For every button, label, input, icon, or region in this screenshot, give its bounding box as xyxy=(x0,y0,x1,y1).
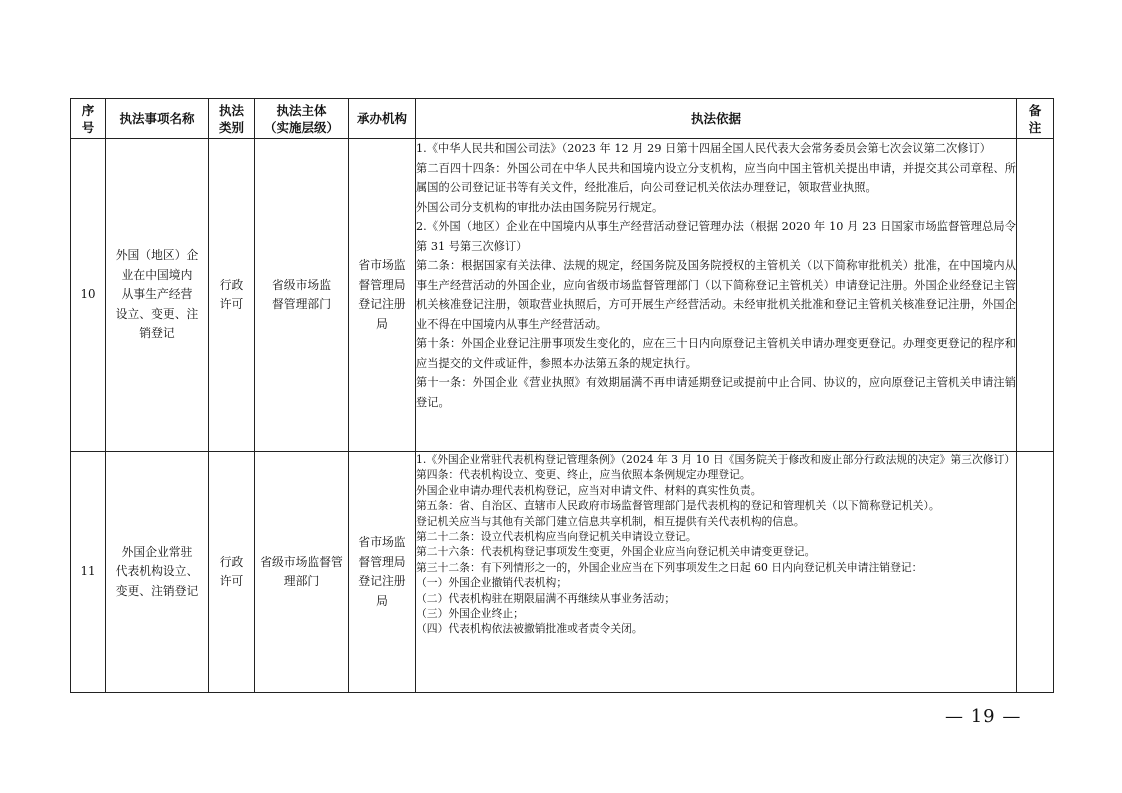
table-row xyxy=(71,139,1054,452)
basis-paragraph: 外国企业申请办理代表机构登记，应当对申请文件、材料的真实性负责。 xyxy=(416,483,762,497)
basis-paragraph: 第五条：省、自治区、直辖市人民政府市场监督管理部门是代表机构的登记和管理机关（以下简称登记机关）。 xyxy=(416,499,940,513)
header-row xyxy=(71,99,1054,139)
basis-paragraph: 第二条：根据国家有关法律、法规的规定，经国务院及国务院授权的主管机关（以下简称审批机关）批准，在中国境内从事生产经营活动的外国企业，应向省级市场监督管理部门（以下简称登记主管机关）申请登记注册。外国企业经登记主管机关核准登记注册，领取营业执照后，方可开展生产经营活动。未经审批机关批准和登记主管机关核准登记注册，外国企业不得在中国境内从事生产经营活动。 xyxy=(416,259,1016,331)
header-agency: 承办机构 xyxy=(349,99,416,139)
basis-paragraph: （三）外国企业终止； xyxy=(416,607,524,621)
row-category: 行政 许可 xyxy=(209,139,255,452)
basis-paragraph: 2.《外国（地区）企业在中国境内从事生产经营活动登记管理办法（根据 2020 年 10 月 23 日国家市场监督管理总局令第 31 号第三次修订） xyxy=(416,220,1016,253)
row-remark xyxy=(1017,452,1054,693)
basis-paragraph: 第二十二条：设立代表机构应当向登记机关申请设立登记。 xyxy=(416,530,697,544)
header-category: 执法 类别 xyxy=(209,99,255,139)
table-row xyxy=(71,452,1054,693)
basis-paragraph: （二）代表机构驻在期限届满不再继续从事业务活动； xyxy=(416,591,676,605)
header-remark: 备 注 xyxy=(1017,99,1054,139)
basis-paragraph: 第十条：外国企业登记注册事项发生变化的，应在三十日内向原登记主管机关申请办理变更登记。办理变更登记的程序和应当提交的文件或证件，参照本办法第五条的规定执行。 xyxy=(416,337,1016,370)
basis-paragraph: 第二十六条：代表机构登记事项发生变更，外国企业应当向登记机关申请变更登记。 xyxy=(416,545,816,559)
row-basis xyxy=(416,452,1017,693)
row-item-name: 外国企业常驻 代表机构设立、 变更、注销登记 xyxy=(106,452,209,693)
basis-paragraph: 第三十二条：有下列情形之一的，外国企业应当在下列事项发生之日起 60 日内向登记机关申请注销登记： xyxy=(416,560,923,574)
basis-paragraph: 第二百四十四条：外国公司在中华人民共和国境内设立分支机构，应当向中国主管机关提出申请，并提交其公司章程、所属国的公司登记证书等有关文件，经批准后，向公司登记机关依法办理登记，领取营业执照。 xyxy=(416,161,1016,194)
row-category: 行政 许可 xyxy=(209,452,255,693)
basis-paragraph: 第四条：代表机构设立、变更、终止，应当依照本条例规定办理登记。 xyxy=(416,468,751,482)
page-number: — 19 — xyxy=(945,706,1022,727)
basis-paragraph: 第十一条：外国企业《营业执照》有效期届满不再申请延期登记或提前中止合同、协议的，应向原登记主管机关申请注销登记。 xyxy=(416,376,1016,409)
basis-paragraph: （一）外国企业撤销代表机构； xyxy=(416,576,568,590)
header-index: 序 号 xyxy=(71,99,106,139)
row-index: 11 xyxy=(71,452,106,693)
basis-paragraph: 外国公司分支机构的审批办法由国务院另行规定。 xyxy=(416,200,664,214)
header-basis: 执法依据 xyxy=(416,99,1017,139)
row-item-name: 外国（地区）企 业在中国境内 从事生产经营 设立、变更、注 销登记 xyxy=(106,139,209,452)
row-index: 10 xyxy=(71,139,106,452)
basis-paragraph: 1.《中华人民共和国公司法》（2023 年 12 月 29 日第十四届全国人民代表大会常务委员会第七次会议第二次修订） xyxy=(416,142,991,155)
row-agency: 省市场监 督管理局 登记注册 局 xyxy=(349,452,416,693)
header-item-name: 执法事项名称 xyxy=(106,99,209,139)
basis-paragraph: 1.《外国企业常驻代表机构登记管理条例》（2024 年 3 月 10 日《国务院关于修改和废止部分行政法规的决定》第三次修订） xyxy=(416,453,1016,466)
row-basis xyxy=(416,139,1017,452)
enforcement-table xyxy=(70,98,1054,693)
basis-paragraph: （四）代表机构依法被撤销批准或者责令关闭。 xyxy=(416,622,643,636)
row-agency: 省市场监 督管理局 登记注册 局 xyxy=(349,139,416,452)
row-subject: 省级市场监 督管理部门 xyxy=(255,139,349,452)
row-remark xyxy=(1017,139,1054,452)
header-subject: 执法主体 （实施层级） xyxy=(255,99,349,139)
basis-paragraph: 登记机关应当与其他有关部门建立信息共享机制，相互提供有关代表机构的信息。 xyxy=(416,514,805,528)
row-subject: 省级市场监督管理部门 xyxy=(255,452,349,693)
